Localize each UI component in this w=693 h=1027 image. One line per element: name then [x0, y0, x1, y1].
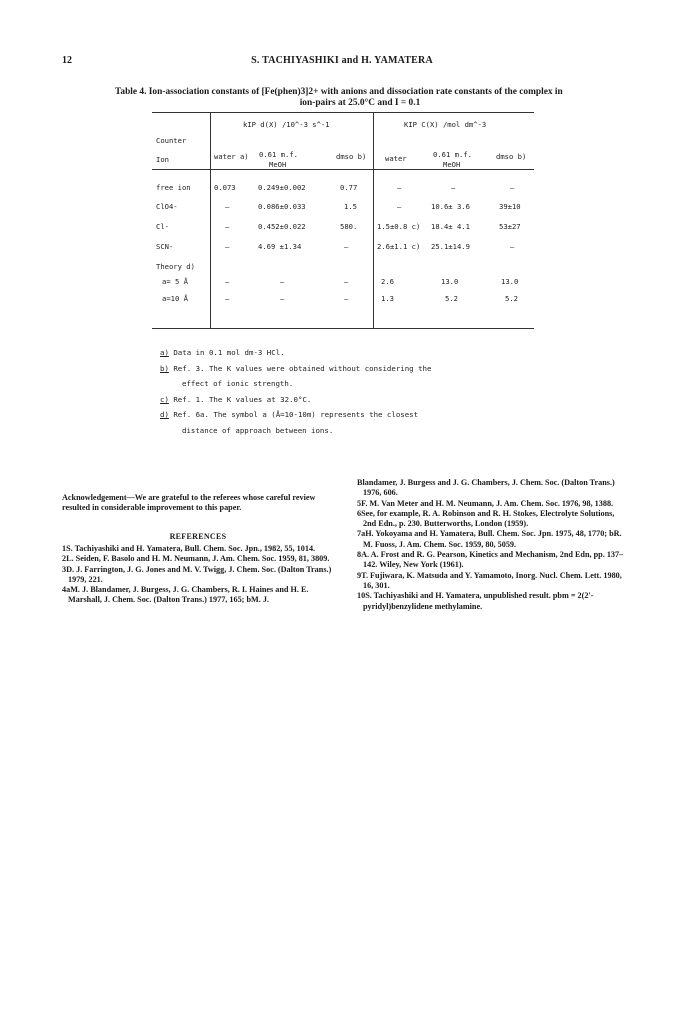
footnote-b [160, 361, 560, 377]
table-cell: 18.4± 4.1 [431, 222, 470, 231]
head-counter: Counter [156, 136, 187, 145]
table-cell: 0.086±0.033 [258, 202, 306, 211]
table-cell: 580. [340, 222, 358, 231]
reference-item: 1S. Tachiyashiki and H. Yamatera, Bull. Chem. Soc. Jpn., 1982, 55, 1014. [62, 544, 316, 553]
footnote-d-cont: distance of approach between ions. [182, 425, 334, 435]
table-cell: 2.6±1.1 c) [377, 242, 421, 251]
footnote-a-mark: a) [160, 348, 169, 357]
sub-mf-2: 0.61 m.f. [433, 150, 472, 159]
sub-meoh-2: MeOH [443, 160, 461, 169]
table-cell: 2.6 [381, 277, 394, 286]
caption-line-1: Table 4. Ion-association constants of [Fe(phen)3]2+ with anions and dissociation rate constants of the complex in [115, 87, 563, 97]
data-table [152, 112, 534, 330]
theory-label: Theory d) [156, 262, 195, 271]
table-cell: — [225, 202, 230, 211]
table-cell: — [510, 183, 515, 192]
footnote-b-text: Ref. 3. The K values were obtained without considering the [173, 363, 432, 373]
reference-item: 6See, for example, R. A. Robinson and R. H. Stokes, Electrolyte Solutions, 2nd Edn., p. 230. Butterworths, London (1959). [357, 508, 615, 529]
table-cell: 5.2 [445, 294, 458, 303]
table-cell: — [280, 277, 285, 286]
footnote-d-text: Ref. 6a. The symbol a (Å=10-10m) represents the closest [173, 410, 419, 420]
table-cell: 0.073 [214, 183, 236, 192]
sub-mf: 0.61 m.f. [259, 150, 298, 159]
table-cell: 0.77 [340, 183, 358, 192]
footnote-b-cont: effect of ionic strength. [182, 379, 294, 389]
table-cell: 13.0 [441, 277, 459, 286]
table-cell: — [344, 242, 349, 251]
reference-item: Blandamer, J. Burgess and J. G. Chambers, J. Chem. Soc. (Dalton Trans.) 1976, 606. [357, 478, 615, 498]
caption-line-2: ion-pairs at 25.0°C and I = 0.1 [299, 98, 421, 108]
references-list-right [357, 478, 627, 612]
table-cell: — [510, 242, 515, 251]
table-cell: 1.5±0.8 c) [377, 222, 421, 231]
page-number: 12 [62, 55, 72, 66]
reference-item: 2L. Seiden, F. Basolo and H. M. Neumann, J. Am. Chem. Soc. 1959, 81, 3809. [62, 554, 330, 564]
references-list-left [62, 544, 334, 606]
head-kd: kIP d(X) /10^-3 s^-1 [243, 120, 330, 129]
theory-row-a10-label: a=10 Å [162, 294, 188, 303]
sub-water: water [385, 154, 407, 163]
table-cell: — [225, 242, 230, 251]
footnote-c [160, 392, 560, 408]
table-cell: — [344, 277, 349, 286]
row-scn-label: SCN- [156, 242, 174, 251]
table-bottom-rule [152, 328, 534, 329]
page-header [62, 55, 622, 69]
row-clo4-label: ClO4- [156, 202, 178, 211]
footnote-a-text: Data in 0.1 mol dm-3 HCl. [173, 348, 285, 357]
head-ion: Ion [156, 155, 169, 164]
table-cell: 13.0 [501, 277, 519, 286]
row-free-ion-label: free ion [156, 183, 191, 192]
footnote-b-mark: b) [160, 363, 169, 373]
table-cell: 1.3 [381, 294, 394, 303]
reference-item: 4aM. J. Blandamer, J. Burgess, J. G. Chambers, R. I. Haines and H. E. Marshall, J. Chem. Soc. (Dalton Trans.) 1977, 165; bM. J. [62, 585, 309, 605]
table-cell: — [397, 183, 402, 192]
table-cell: 53±27 [499, 222, 521, 231]
table-cell: — [225, 222, 230, 231]
head-kc: KIP C(X) /mol dm^-3 [404, 120, 487, 129]
acknowledgement: Acknowledgement—We are grateful to the referees whose careful review resulted in considerable improvement to this paper. [62, 493, 316, 513]
footnote-d-mark: d) [160, 410, 169, 420]
footnote-a [160, 345, 560, 361]
footnote-c-mark: c) [160, 394, 169, 404]
table-cell: 25.1±14.9 [431, 242, 470, 251]
table-cell: 5.2 [505, 294, 518, 303]
table-cell: — [451, 183, 456, 192]
footnote-d [160, 407, 560, 423]
sub-dmso-2: dmso b) [496, 152, 527, 161]
table-cell: 39±10 [499, 202, 521, 211]
sub-meoh: MeOH [269, 160, 287, 169]
table-cell: 1.5 [344, 202, 357, 211]
table-caption [115, 87, 605, 109]
footnote-c-text: Ref. 1. The K values at 32.0°C. [173, 394, 312, 404]
table-cell: — [225, 277, 230, 286]
table-cell: — [280, 294, 285, 303]
row-cl-label: Cl- [156, 222, 169, 231]
table-cell: 0.249±0.002 [258, 183, 306, 192]
references-heading: REFERENCES [169, 532, 227, 541]
reference-item: 5F. M. Van Meter and H. M. Neumann, J. Am. Chem. Soc. 1976, 98, 1388. [357, 498, 614, 508]
table-cell: — [397, 202, 402, 211]
table-cell: 4.69 ±1.34 [258, 242, 302, 251]
sub-water-a: water a) [214, 152, 249, 161]
reference-item: 3D. J. Farrington, J. G. Jones and M. V. Twigg, J. Chem. Soc. (Dalton Trans.) 1979, 221. [62, 564, 332, 584]
table-divider-1 [210, 112, 211, 328]
running-title: S. TACHIYASHIKI and H. YAMATERA [251, 55, 433, 66]
table-cell: — [225, 294, 230, 303]
table-cell: 0.452±0.022 [258, 222, 306, 231]
reference-item: 9T. Fujiwara, K. Matsuda and Y. Yamamoto, Inorg. Nucl. Chem. Lett. 1980, 16, 301. [357, 570, 622, 590]
reference-item: 8A. A. Frost and R. G. Pearson, Kinetics and Mechanism, 2nd Edn, pp. 137–142. Wiley, New York (1961). [357, 550, 624, 570]
table-cell: — [344, 294, 349, 303]
sub-dmso: dmso b) [336, 152, 367, 161]
table-footnotes [160, 345, 560, 439]
table-divider-2 [373, 112, 374, 328]
theory-row-a5-label: a= 5 Å [162, 277, 188, 286]
table-cell: 10.6± 3.6 [431, 202, 470, 211]
reference-item: 10S. Tachiyashiki and H. Yamatera, unpublished result. pbm = 2(2'-pyridyl)benzylidene methylamine. [357, 591, 594, 611]
reference-item: 7aH. Yokoyama and H. Yamatera, Bull. Chem. Soc. Jpn. 1975, 48, 1770; bR. M. Fuoss, J. Am. Chem. Soc. 1959, 80, 5059. [357, 529, 622, 549]
